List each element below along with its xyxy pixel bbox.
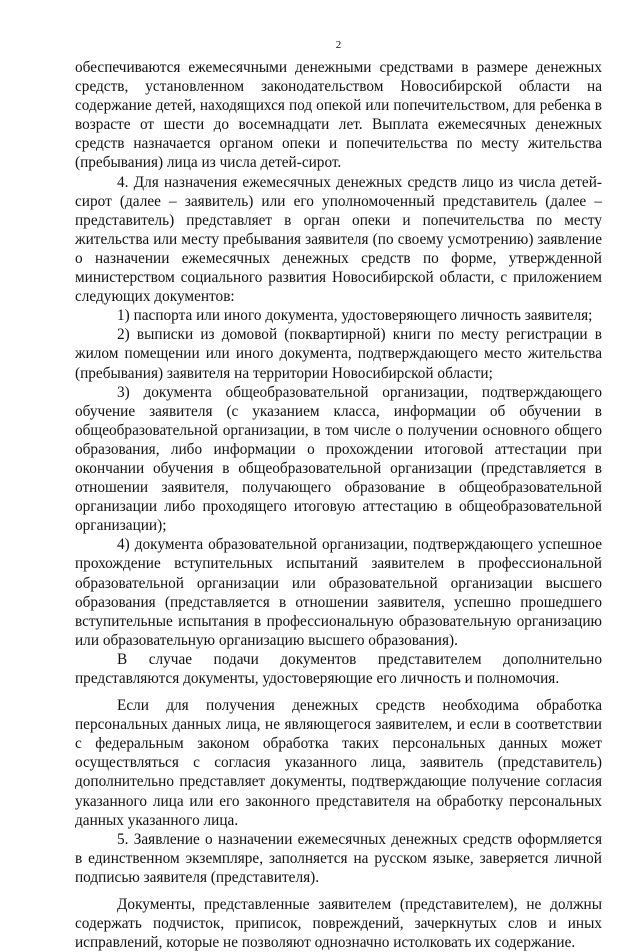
- document-body: [75, 58, 602, 952]
- paragraph-item-4: 4. Для назначения ежемесячных денежных средств лицо из числа детей-сирот (далее – заявитель) или его уполномоченный представитель (далее – представитель) представляет в орган опеки и попечительства по месту жительства или месту пребывания заявителя (по своему усмотрению) заявление о назначении ежемесячных денежных средств по форме, утвержденной министерством социального развития Новосибирской области, с приложением следующих документов:: [75, 173, 602, 306]
- page-number: 2: [335, 39, 342, 51]
- list-item-house-book-extract: 2) выписки из домовой (поквартирной) книги по месту регистрации в жилом помещении или иного документа, подтверждающего место жительства (пребывания) заявителя на территории Новосибирской области;: [75, 326, 602, 382]
- paragraph-continuation: обеспечиваются ежемесячными денежными средствами в размере денежных средств, установленном законодательством Новосибирской области на содержание детей, находящихся под опекой или попечительством, для ребенка в возрасте от шести до восемнадцати лет. Выплата ежемесячных денежных средств назначается органом опеки и попечительства по месту жительства (пребывания) лица из числа детей-сирот.: [75, 59, 602, 172]
- list-item-school-document: 3) документа общеобразовательной организации, подтверждающего обучение заявителя (с указанием класса, информации об обучении в общеобразовательной организации, в том числе о получении основного общего образования, либо информации о прохождении итоговой аттестации при окончании обучения в общеобразовательной организации (представляется в отношении заявителя, получающего образование в общеобразовательной организации либо проходящего итоговую аттестацию в общеобразовательной организации);: [75, 383, 602, 535]
- list-item-passport: 1) паспорта или иного документа, удостоверяющего личность заявителя;: [117, 307, 593, 325]
- paragraph-personal-data: Если для получения денежных средств необходима обработка персональных данных лица, не являющегося заявителем, и если в соответствии с федеральным законом обработка таких персональных данных может осуществляться с согласия указанного лица, заявитель (представитель) дополнительно представляет документы, подтверждающие получение согласия указанного лица или его законного представителя на обработку персональных данных указанного лица.: [75, 697, 602, 829]
- paragraph-representative-documents: В случае подачи документов представителем дополнительно представляются документы, удостоверяющие его личность и полномочия.: [75, 650, 602, 687]
- list-item-education-org-document: 4) документа образовательной организации, подтверждающего успешное прохождение вступительных испытаний заявителем в профессиональной образовательной организации или образовательной организации высшего образования (представляется в отношении заявителя, успешно прошедшего вступительные испытания в профессиональную образовательную организацию или образовательную организацию высшего образования).: [75, 536, 602, 649]
- paragraph-item-5: 5. Заявление о назначении ежемесячных денежных средств оформляется в единственном экземпляре, заполняется на русском языке, заверяется личной подписью заявителя (представителя).: [75, 830, 602, 886]
- paragraph-document-requirements: Документы, представленные заявителем (представителем), не должны содержать подчисток, приписок, повреждений, зачеркнутых слов и иных исправлений, которые не позволяют однозначно истолковать их содержание.: [75, 896, 602, 952]
